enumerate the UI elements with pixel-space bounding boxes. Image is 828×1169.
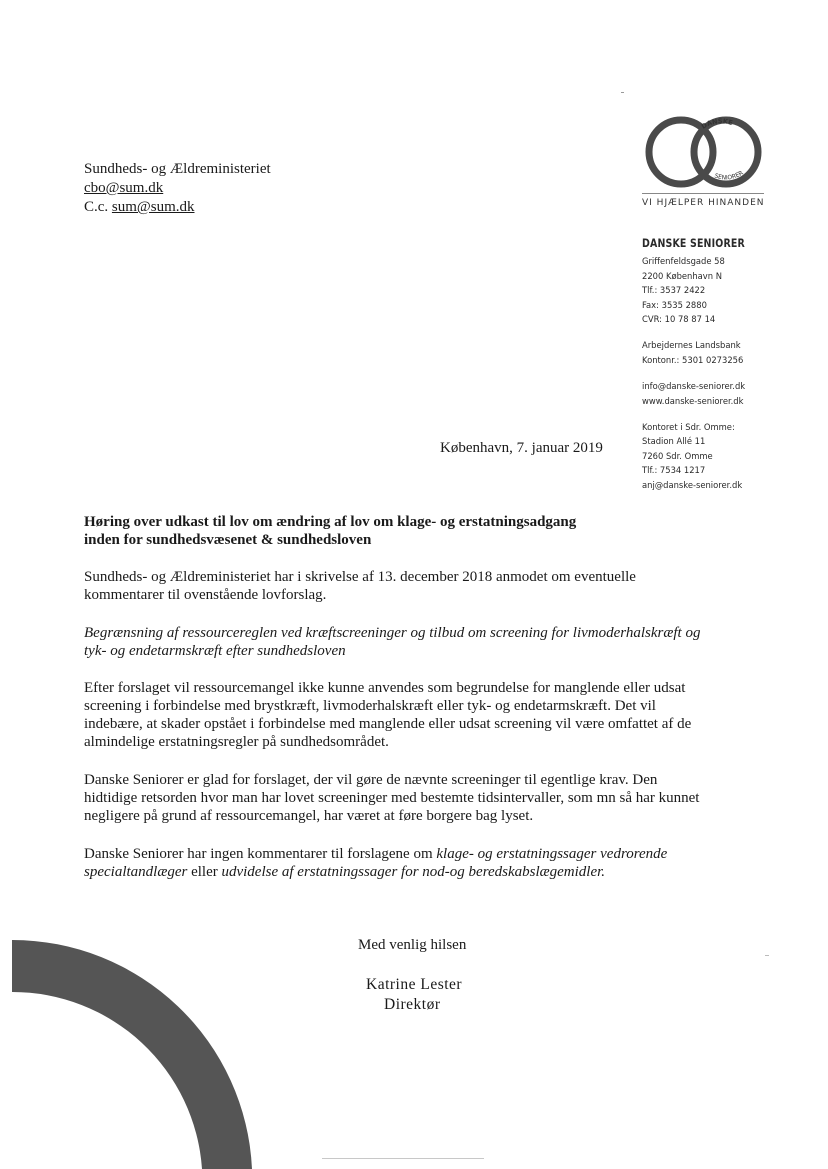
sender-sidebar: [642, 236, 782, 492]
paragraph-line: negligere på grund af ressourcemangel, har været at føre borgere bag lyset.: [84, 808, 534, 824]
section-heading-line: tyk- og endetarmskræft efter sundhedsloven: [84, 643, 346, 659]
signer-name: Katrine Lester: [366, 976, 463, 993]
sidebar-cvr: CVR: 10 78 87 14: [642, 314, 716, 325]
danske-seniorer-logo: [640, 110, 768, 210]
logo-top-text: DANSKE: [699, 117, 734, 131]
sidebar-bank-name: Arbejdernes Landsbank: [642, 340, 741, 351]
section-heading-line: Begrænsning af ressourcereglen ved kræftscreeninger og tilbud om screening for livmoderhalskræft og: [84, 625, 701, 641]
paragraph-line: [84, 845, 774, 863]
paragraph-italic-text: klage- og erstatningssager vedrorende: [436, 846, 668, 862]
paragraph-line: almindelige erstatningsregler på sundhedsområdet.: [84, 734, 389, 750]
sidebar-office-phone: Tlf.: 7534 1217: [642, 465, 706, 476]
paragraph-italic-text: specialtandlæger: [84, 864, 188, 880]
sidebar-address-line: 2200 København N: [642, 270, 723, 281]
logo-bottom-text: SENIORER: [713, 169, 745, 182]
paragraph-italic-text: udvidelse af erstatningssager for nod-og beredskabslægemidler.: [221, 864, 606, 880]
letter-date: København, 7. januar 2019: [440, 440, 603, 456]
paragraph-line: indebære, at skader opstået i forbindelse med manglende eller udsat screening vil være omfattet af de: [84, 716, 692, 732]
paragraph-line: [84, 863, 774, 881]
paragraph-line: hidtidige retsorden hvor man har lovet screeninger med bestemte tidsintervaller, som mn så har kunnet: [84, 790, 700, 806]
recipient-block: [84, 160, 271, 217]
paragraph-line: Danske Seniorer er glad for forslaget, der vil gøre de nævnte screeninger til egentlige krav. Den: [84, 772, 658, 788]
sidebar-office-city: 7260 Sdr. Omme: [642, 450, 713, 461]
intro-paragraph: [84, 568, 724, 604]
signer-title: Direktør: [384, 996, 441, 1013]
sidebar-address-line: Griffenfeldsgade 58: [642, 256, 725, 267]
paragraph-line: Efter forslaget vil ressourcemangel ikke kunne anvendes som begrundelse for manglende eller udsat: [84, 680, 686, 696]
sidebar-office-email[interactable]: anj@danske-seniorer.dk: [642, 479, 743, 490]
logo-rings-icon: [640, 110, 768, 200]
body-paragraph-2: [84, 771, 774, 825]
footer-rule: [322, 1158, 484, 1159]
recipient-email-link[interactable]: cbo@sum.dk: [84, 180, 164, 196]
sidebar-office-heading: Kontoret i Sdr. Omme:: [642, 422, 735, 433]
decorative-arc: [0, 940, 260, 1169]
sidebar-org-name: DANSKE SENIORER: [642, 236, 745, 250]
sidebar-fax: Fax: 3535 2880: [642, 299, 707, 310]
paragraph-line: screening i forbindelse med brystkræft, livmoderhalskræft eller tyk- og endetarmskræft. Det vil: [84, 698, 656, 714]
logo-divider: [642, 193, 764, 194]
sidebar-website[interactable]: www.danske-seniorer.dk: [642, 395, 744, 406]
sidebar-phone: Tlf.: 3537 2422: [642, 285, 706, 296]
scan-speck: [621, 92, 624, 93]
intro-line: Sundheds- og Ældreministeriet har i skrivelse af 13. december 2018 anmodet om eventuelle: [84, 569, 636, 585]
recipient-name: Sundheds- og Ældreministeriet: [84, 161, 271, 177]
cc-email-link[interactable]: sum@sum.dk: [111, 199, 195, 215]
paragraph-text: Danske Seniorer har ingen kommentarer til forslagene om: [84, 846, 437, 862]
section-heading: [84, 624, 764, 660]
sidebar-email[interactable]: info@danske-seniorer.dk: [642, 381, 746, 392]
body-paragraph-1: [84, 679, 744, 751]
subject-line: Høring over udkast til lov om ændring af lov om klage- og erstatningsadgang: [84, 514, 577, 530]
subject-line: inden for sundhedsvæsenet & sundhedsloven: [84, 532, 372, 548]
body-paragraph-3: [84, 845, 774, 881]
paragraph-text: eller: [187, 864, 222, 880]
scan-speck: [765, 955, 769, 956]
closing-greeting: Med venlig hilsen: [358, 937, 467, 953]
sidebar-bank-account: Kontonr.: 5301 0273256: [642, 354, 744, 365]
sidebar-office-street: Stadion Allé 11: [642, 436, 706, 447]
logo-tagline: VI HJÆLPER HINANDEN: [642, 198, 765, 208]
arc-shape: [12, 940, 252, 1169]
letter-subject: [84, 513, 624, 549]
cc-prefix: C.c.: [84, 199, 109, 215]
intro-line: kommentarer til ovenstående lovforslag.: [84, 587, 327, 603]
